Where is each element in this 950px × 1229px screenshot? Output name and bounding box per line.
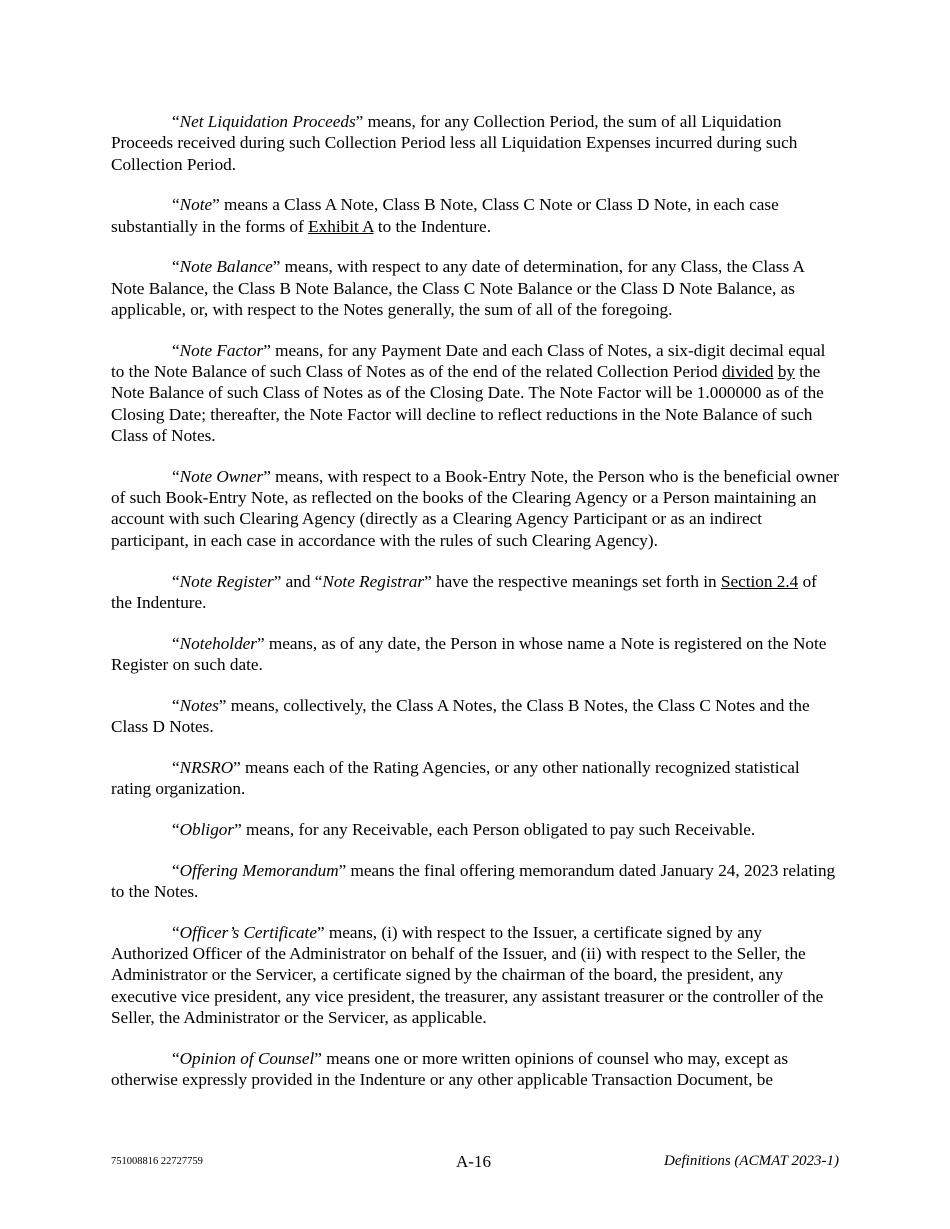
paragraph-text: “ — [172, 257, 180, 277]
paragraph-text: ” and “ — [273, 571, 323, 591]
page-number: A-16 — [456, 1152, 491, 1171]
page-footer — [111, 1152, 839, 1176]
cross-reference: Exhibit A — [308, 216, 374, 236]
definition-paragraph — [111, 860, 839, 903]
paragraph-text: ” means each of the Rating Agencies, or any other nationally recognized statistical rating organization. — [111, 757, 800, 799]
paragraph-text: ” means, with respect to a Book-Entry Note, the Person who is the beneficial owner of such Book-Entry Note, as reflected on the books of the Clearing Agency or a Person maintaining an account with such Clearing Agency (directly as a Clearing Agency Participant or as an indirect participant, in each case in accordance with the rules of such Clearing Agency). — [111, 466, 839, 550]
paragraph-text: “ — [172, 112, 180, 131]
definition-paragraph — [111, 466, 839, 551]
cross-reference: by — [777, 362, 795, 382]
paragraph-text: to the Indenture. — [373, 216, 491, 236]
paragraph-text: ” have the respective meanings set forth in — [424, 571, 721, 591]
paragraph-text: “ — [172, 1048, 180, 1068]
cross-reference: divided — [721, 362, 774, 382]
definition-paragraph — [111, 194, 839, 237]
paragraph-text: ” means, collectively, the Class A Notes, the Class B Notes, the Class C Notes and the Class D Notes. — [111, 695, 810, 737]
defined-term: Note Owner — [179, 466, 264, 486]
paragraph-text: of the Indenture. — [111, 571, 817, 612]
document-id: 751008816 22727759 — [111, 1156, 203, 1167]
definition-paragraph — [111, 256, 839, 320]
defined-term: Noteholder — [179, 633, 257, 653]
definition-paragraph — [111, 695, 839, 738]
definition-paragraph — [111, 633, 839, 676]
paragraph-text: ” means, for any Payment Date and each Class of Notes, a six-digit decimal equal to the Note Balance of such Class of Notes as of the end of the related Collection Period — [111, 340, 826, 382]
paragraph-text: “ — [172, 819, 180, 839]
paragraph-text: ” means, with respect to any date of determination, for any Class, the Class A Note Balance, the Class B Note Balance, the Class C Note Balance or the Class D Note Balance, as applicable, or, with respect to the Notes generally, the sum of all of the foregoing. — [111, 257, 804, 320]
paragraph-text: ” means, as of any date, the Person in whose name a Note is registered on the Note Register on such date. — [111, 633, 827, 674]
paragraph-text: “ — [172, 860, 180, 880]
defined-term: Obligor — [179, 819, 235, 839]
defined-term: Net Liquidation Proceeds — [179, 112, 356, 131]
definition-paragraph — [111, 571, 839, 614]
paragraph-text: the Note Balance of such Class of Notes as of the Closing Date. The Note Factor will be 1.000000 as of the Closing Date; thereafter, the Note Factor will decline to reflect reductions in the Note Balance of such Class of Notes. — [111, 362, 824, 446]
definition-paragraph — [111, 1048, 839, 1091]
definition-paragraph — [111, 111, 839, 175]
paragraph-text: “ — [172, 195, 180, 215]
paragraph-text: ” means, (i) with respect to the Issuer, a certificate signed by any Authorized Officer of the Administrator on behalf of the Issuer, and (ii) with respect to the Seller, the Administrator or the Servicer, a certificate signed by the chairman of the board, the president, any executive vice president, any vice president, the treasurer, any assistant treasurer or the controller of the Seller, the Administrator or the Servicer, as applicable. — [111, 922, 824, 1027]
paragraph-text: ” means, for any Receivable, each Person obligated to pay such Receivable. — [234, 819, 756, 839]
defined-term: Notes — [179, 695, 219, 715]
paragraph-text: “ — [172, 695, 180, 715]
defined-term: Opinion of Counsel — [179, 1048, 315, 1068]
defined-term: Note Registrar — [322, 571, 425, 591]
paragraph-text: ” means the final offering memorandum dated January 24, 2023 relating to the Notes. — [111, 860, 836, 902]
paragraph-text: ” means, for any Collection Period, the sum of all Liquidation Proceeds received during such Collection Period less all Liquidation Expenses incurred during such Collection Period. — [111, 112, 798, 174]
defined-term: NRSRO — [179, 757, 234, 777]
paragraph-text: ” means a Class A Note, Class B Note, Class C Note or Class D Note, in each case substantially in the forms of — [111, 195, 779, 236]
definition-paragraph — [111, 819, 839, 840]
cross-reference: Section 2.4 — [720, 571, 799, 591]
paragraph-text: “ — [172, 571, 180, 591]
defined-term: Offering Memorandum — [179, 860, 339, 880]
definition-paragraph — [111, 757, 839, 800]
paragraph-text: “ — [172, 757, 180, 777]
paragraph-text: “ — [172, 633, 180, 653]
paragraph-text: “ — [172, 466, 180, 486]
defined-term: Officer’s Certificate — [179, 922, 317, 942]
document-body — [111, 111, 839, 1110]
definition-paragraph — [111, 340, 839, 446]
defined-term: Note Factor — [179, 340, 264, 360]
defined-term: Note Register — [179, 571, 274, 591]
defined-term: Note — [179, 195, 213, 215]
paragraph-text: “ — [172, 340, 180, 360]
defined-term: Note Balance — [179, 257, 273, 277]
paragraph-text: ” means one or more written opinions of counsel who may, except as otherwise expressly provided in the Indenture or any other applicable Transaction Document, be — [111, 1048, 789, 1090]
footer-section-title: Definitions (ACMAT 2023-1) — [664, 1153, 839, 1169]
paragraph-text: “ — [172, 922, 180, 942]
definition-paragraph — [111, 922, 839, 1028]
